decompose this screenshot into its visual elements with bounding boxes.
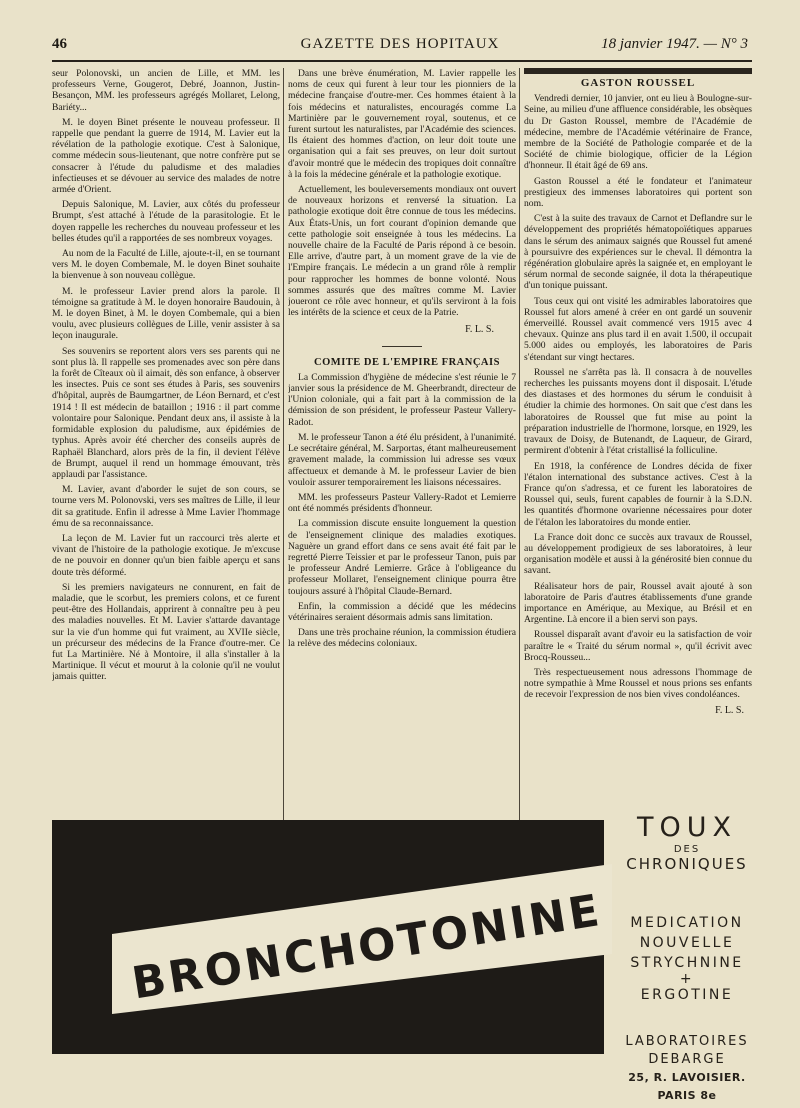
paragraph: Actuellement, les bouleversements mondiaux ont ouvert de nouveaux horizons et renversé la situation. La pathologie exotique doit être connue de tous les médecins. Aux États-Unis, un fort courant d'opinion demande que cette pathologie soit enseignée à tous les médecins. La nouvelle chaire de la Faculté de Paris répond à ce besoin. Elle arrive, d'autre part, à un moment grave de la vie de l'Empire français. Le médecin a un grand rôle à remplir pour rapprocher les hommes de bonne volonté. Nous sommes assurés que des maîtres comme M. Lavier joueront ce rôle avec honneur, et qu'ils serviront à la fois les intérêts de la science et ceux de la Patrie. bbox=[288, 184, 516, 319]
paragraph: Dans une brève énumération, M. Lavier rappelle les noms de ceux qui furent à leur tour les pionniers de la médecine française d'outre-mer. Ces hommes étaient à la fois médecins et naturalistes, encouragés comme La Martinière par le gouvernement royal, soutenus, et ce furent surtout les naturalistes, par l'Académie des sciences. Ils étaient des hommes d'action, on leur doit toute une organisation qui a fait ses preuves, on leur doit surtout d'avoir montré que le médecin des tropiques doit connaître à la fois la médecine générale et la pathologie exotique. bbox=[288, 68, 516, 180]
ad-medication-block bbox=[620, 913, 754, 1005]
paragraph: MM. les professeurs Pasteur Vallery-Radot et Lemierre ont été nommés présidents d'honneur. bbox=[288, 491, 516, 515]
article-signature: F. L. S. bbox=[465, 324, 494, 336]
paragraph: En 1918, la conférence de Londres décida de fixer l'étalon international des substance actives. C'est à la France qu'on s'adressa, et ce furent les laboratoires de Roussel qui, seuls, furent capables de fournir à la S.D.N. les quantités d'hormone ovarienne nécessaires pour doter de l'étalon les laboratoires du monde entier. bbox=[524, 460, 752, 528]
paragraph: M. le professeur Lavier prend alors la parole. Il témoigne sa gratitude à M. le doyen honoraire Baudouin, à M. le doyen Binet, à M. le doyen Combemale, qui a bien voulu, avec plusieurs collègues de Lille, venir assister à sa leçon inaugurale. bbox=[52, 285, 280, 342]
column-divider bbox=[519, 68, 520, 838]
paragraph: Depuis Salonique, M. Lavier, aux côtés du professeur Brumpt, s'est attaché à l'étude de la parasitologie. Et le doyen rappelle les recherches du nouveau professeur et les belles études qu'il a rapportées de ses nombreux voyages. bbox=[52, 199, 280, 244]
bronchotonine-advertisement bbox=[52, 808, 752, 1102]
ad-lab-name: LABORATOIRES bbox=[625, 1034, 749, 1049]
paragraph: Dans une très prochaine réunion, la commission étudiera la relève des médecins coloniaux. bbox=[288, 627, 516, 650]
paragraph: Ses souvenirs se reportent alors vers ses parents qui ne sont plus là. Il rappelle ses promenades avec son père dans la forêt de Cîteaux où il aimait, dès son enfance, à observer les insectes. Puis ce sont ses études à Paris, ses souvenirs d'hôpital, auprès de Baumgartner, de Léon Bernard, et c'est 1914 ! Il est médecin de bataillon ; 1916 : il part comme volontaire pour Salonique. Pendant deux ans, il assiste à la formidable explosion du paludisme, aux épidémies de typhus. Après avoir été chercher des conseils auprès de Raphaël Blanchard, alors près de la fin, il devient l'élève de Brumpt, auquel il rend un hommage émouvant, très applaudi par l'assistance. bbox=[52, 345, 280, 480]
ad-plus: + bbox=[679, 971, 695, 987]
paragraph: La Commission d'hygiène de médecine s'est réunie le 7 janvier sous la présidence de M. Gheerbrandt, directeur de l'Union coloniale, qui a fait part à la commission de la démission de son président, le professeur Pasteur Vallery-Radot. bbox=[288, 371, 516, 428]
article-signature: F. L. S. bbox=[715, 704, 744, 716]
ad-headline-sub: DES bbox=[673, 844, 701, 855]
paragraph: seur Polonovski, un ancien de Lille, et MM. les professeurs Verne, Gougerot, Debré, Joannon, Justin-Besançon, MM. les professeurs agrégés Mollaret, Lelong, Bariéty... bbox=[52, 68, 280, 113]
column-3 bbox=[524, 68, 752, 838]
ad-line: STRYCHNINE bbox=[630, 955, 744, 971]
obituary-title: GASTON ROUSSEL bbox=[580, 77, 696, 89]
section-title: COMITE DE L'EMPIRE FRANÇAIS bbox=[314, 356, 500, 368]
paragraph: Vendredi dernier, 10 janvier, ont eu lieu à Boulogne-sur-Seine, au milieu d'une affluence considérable, les obsèques du Dr Gaston Roussel, membre de l'Académie de médecine, membre de l'Académie vétérinaire de France, membre de la Société de Pathologie comparée et de la Société de chimie biologique, officier de la Légion d'honneur. Il était âgé de 69 ans. bbox=[524, 93, 752, 172]
ad-line: ERGOTINE bbox=[640, 987, 734, 1003]
column-1 bbox=[52, 68, 280, 838]
paragraph: Au nom de la Faculté de Lille, ajoute-t-il, en se tournant vers M. le doyen Combemale, M. le doyen Binet souhaite la bienvenue à son nouveau collègue. bbox=[52, 248, 280, 282]
ad-headline: TOUX bbox=[636, 812, 737, 843]
journal-title: GAZETTE DES HOPITAUX bbox=[300, 36, 500, 52]
ad-line: NOUVELLE bbox=[639, 935, 735, 951]
paragraph: Si les premiers navigateurs ne connurent, en fait de maladie, que le scorbut, les premiers colons, et ce furent peut-être des Hollandais, apprirent à connaître peu à peu des maladies nouvelles. Et M. Lavier s'attarde davantage sur la vie d'un homme qui fut vraiment, au XVIIe siècle, un précurseur des médecins de la France d'outre-mer. Ce fut La Martinière. Né à Montoire, il alla s'installer à la Martinique. Il vécut et mourut à la colonie qu'il ne voulut jamais quitter. bbox=[52, 581, 280, 683]
page-number: 46 bbox=[52, 36, 67, 52]
ad-brand-name: BRONCHOTONINE bbox=[128, 884, 606, 1010]
paragraph: M. le doyen Binet présente le nouveau professeur. Il rappelle que pendant la guerre de 1914, M. Lavier eut la révélation de la pathologie exotique. C'est à Salonique, comme médecin sous-lieutenant, que notre confrère put se consacrer à l'étude du paludisme et des maladies infectieuses et se dévouer au service des malades de notre armée d'Orient. bbox=[52, 116, 280, 196]
ad-line: MEDICATION bbox=[630, 915, 744, 931]
paragraph: Tous ceux qui ont visité les admirables laboratoires que Roussel fut alors amené à créer en ont gardé un souvenir émerveillé. Roussel avait commencé vers 1915 avec 4 chevaux. Quinze ans plus tard il en avait 1.500, il occupait 5.000 aides ou employés, les laboratoires de Paris s'étendant sur vingt hectares. bbox=[524, 295, 752, 363]
paragraph: La leçon de M. Lavier fut un raccourci très alerte et vivant de l'histoire de la pathologie exotique. Je m'excuse de ne pouvoir en donner qu'un bien faible aperçu et sans doute très déformé. bbox=[52, 532, 280, 578]
paragraph: Roussel ne s'arrêta pas là. Il consacra à de nouvelles recherches les puissants moyens dont il disposait. L'étude des diastases et des hormones du sérum le conduisit à étudier la chimie des hormones. On sait que c'est dans les laboratoires de Roussel que fut mise au point la préparation industrielle de l'hormone, lorsque, en 1929, les travaux de Doisy, de Butenandt, de Laqueur, de Girard, permirent d'obtenir à l'état cristallisé la folliculine. bbox=[524, 366, 752, 457]
paragraph: Enfin, la commission a décidé que les médecins vétérinaires seraient désormais admis sans limitation. bbox=[288, 600, 516, 623]
ad-lab-block bbox=[620, 1033, 754, 1105]
ad-lab-name: DEBARGE bbox=[648, 1052, 726, 1067]
paragraph: La commission discute ensuite longuement la question de l'enseignement clinique des maladies exotiques. Naguère un grand effort dans ce sens avait été fait par le regretté Pierre Teissier et par le professeur Tanon, puis par le professeur André Lemierre. Grâce à l'obligeance du professeur Mollaret, l'enseignement clinique pourra être toujours assuré à l'hôpital Claude-Bernard. bbox=[288, 518, 516, 597]
ad-address: 25, R. LAVOISIER. PARIS 8e bbox=[628, 1071, 746, 1102]
obituary-bar bbox=[524, 68, 752, 74]
separator-rule bbox=[382, 346, 422, 347]
paragraph: M. le professeur Tanon a été élu président, à l'unanimité. Le secrétaire général, M. Sarportas, étant malheureusement gravement malade, la commission lui adresse ses vœux affectueux et demande à M. le professeur Lavier de bien vouloir assurer temporairement les liaisons nécessaires. bbox=[288, 431, 516, 488]
page-header bbox=[52, 36, 748, 58]
ad-headline-sub: CHRONIQUES bbox=[626, 855, 748, 873]
paragraph: Gaston Roussel a été le fondateur et l'animateur prestigieux des immenses laboratoires qui portent son nom. bbox=[524, 175, 752, 210]
paragraph: La France doit donc ce succès aux travaux de Roussel, au développement prodigieux de ses laboratoires, à leur organisation modèle et aussi à la générosité bien connue du savant. bbox=[524, 531, 752, 577]
issue-date: 18 janvier 1947. — N° 3 bbox=[601, 36, 748, 52]
paragraph: Roussel disparaît avant d'avoir eu la satisfaction de voir paraître le « Traité du sérum normal », qu'il écrivit avec Brocq-Rousseu... bbox=[524, 629, 752, 663]
paragraph: Réalisateur hors de pair, Roussel avait ajouté à son laboratoire de Paris d'autres établissements d'une grande importance en Amérique, au Mexique, au Brésil et en Argentine. Là encore il a bien servi son pays. bbox=[524, 580, 752, 626]
column-2 bbox=[288, 68, 516, 838]
ad-text-panel bbox=[620, 808, 754, 1105]
paragraph: Très respectueusement nous adressons l'hommage de notre sympathie à Mme Roussel et nous prions ses enfants de recevoir l'expression de nos bien vives condoléances. bbox=[524, 666, 752, 701]
paragraph: M. Lavier, avant d'aborder le sujet de son cours, se tourne vers M. Polonovski, vers ses maîtres de Lille, il leur dit sa gratitude. Enfin il adresse à Mme Lavier l'hommage ému de sa reconnaissance. bbox=[52, 484, 280, 529]
header-rule bbox=[52, 60, 752, 62]
paragraph: C'est à la suite des travaux de Carnot et Deflandre sur le développement des propriétés hématopoïétiques apparues dans le sérum des animaux saignés que Roussel fut amené à poursuivre des expériences sur le cheval. Il démontra la régénération globulaire après la saignée et, en employant le sérum normal de seconde saignée, il dota la thérapeutique d'un tonique puissant. bbox=[524, 213, 752, 292]
column-divider bbox=[283, 68, 284, 838]
